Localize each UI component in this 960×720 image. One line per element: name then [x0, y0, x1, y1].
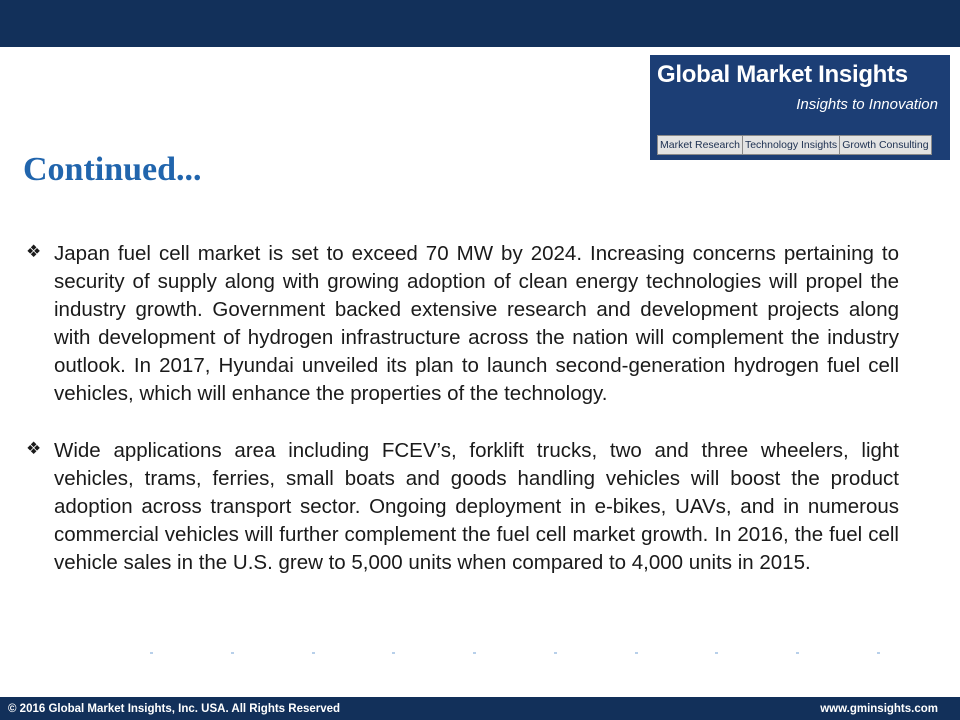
logo-tag-strip: [657, 135, 932, 155]
bullet-item: [26, 240, 899, 408]
logo-tag-technology-insights: Technology Insights: [743, 136, 840, 154]
slide-title: Continued...: [23, 151, 202, 188]
decorative-dot-row: [150, 652, 880, 654]
top-header-bar: [0, 0, 960, 47]
footer-copyright: © 2016 Global Market Insights, Inc. USA. All Rights Reserved: [8, 702, 341, 715]
decorative-dot: [715, 652, 718, 654]
logo-title: Global Market Insights: [657, 61, 908, 88]
logo-tag-growth-consulting: Growth Consulting: [842, 139, 929, 151]
footer-website-link[interactable]: www.gminsights.com: [820, 702, 938, 715]
diamond-bullet-icon: ❖: [26, 439, 42, 458]
decorative-dot: [312, 652, 315, 654]
diamond-bullet-icon: ❖: [26, 242, 42, 261]
bullet-text: Wide applications area including FCEV’s, forklift trucks, two and three wheelers, light vehicles, trams, ferries, small boats and goods handling vehicles will boost the product adoption across transport sector. Ongoing deployment in e-bikes, UAVs, and in numerous commercial vehicles will further complement the fuel cell market growth. In 2016, the fuel cell vehicle sales in the U.S. grew to 5,000 units when compared to 4,000 units in 2015.: [54, 439, 899, 574]
company-logo: [650, 55, 950, 160]
decorative-dot: [392, 652, 395, 654]
footer-bar: [0, 697, 960, 720]
decorative-dot: [150, 652, 153, 654]
decorative-dot: [796, 652, 799, 654]
bullet-item: [26, 437, 899, 577]
bullet-list: [26, 240, 899, 606]
bullet-text: Japan fuel cell market is set to exceed 70 MW by 2024. Increasing concerns pertaining to security of supply along with growing adoption of clean energy technologies will propel the industry growth. Government backed extensive research and development projects along with development of hydrogen infrastructure across the nation will complement the industry outlook. In 2017, Hyundai unveiled its plan to launch second-generation hydrogen fuel cell vehicles, which will enhance the properties of the technology.: [54, 242, 899, 405]
logo-tag-market-research: Market Research: [658, 136, 743, 154]
logo-tagline: Insights to Innovation: [796, 96, 938, 113]
decorative-dot: [473, 652, 476, 654]
decorative-dot: [635, 652, 638, 654]
decorative-dot: [554, 652, 557, 654]
decorative-dot: [231, 652, 234, 654]
decorative-dot: [877, 652, 880, 654]
